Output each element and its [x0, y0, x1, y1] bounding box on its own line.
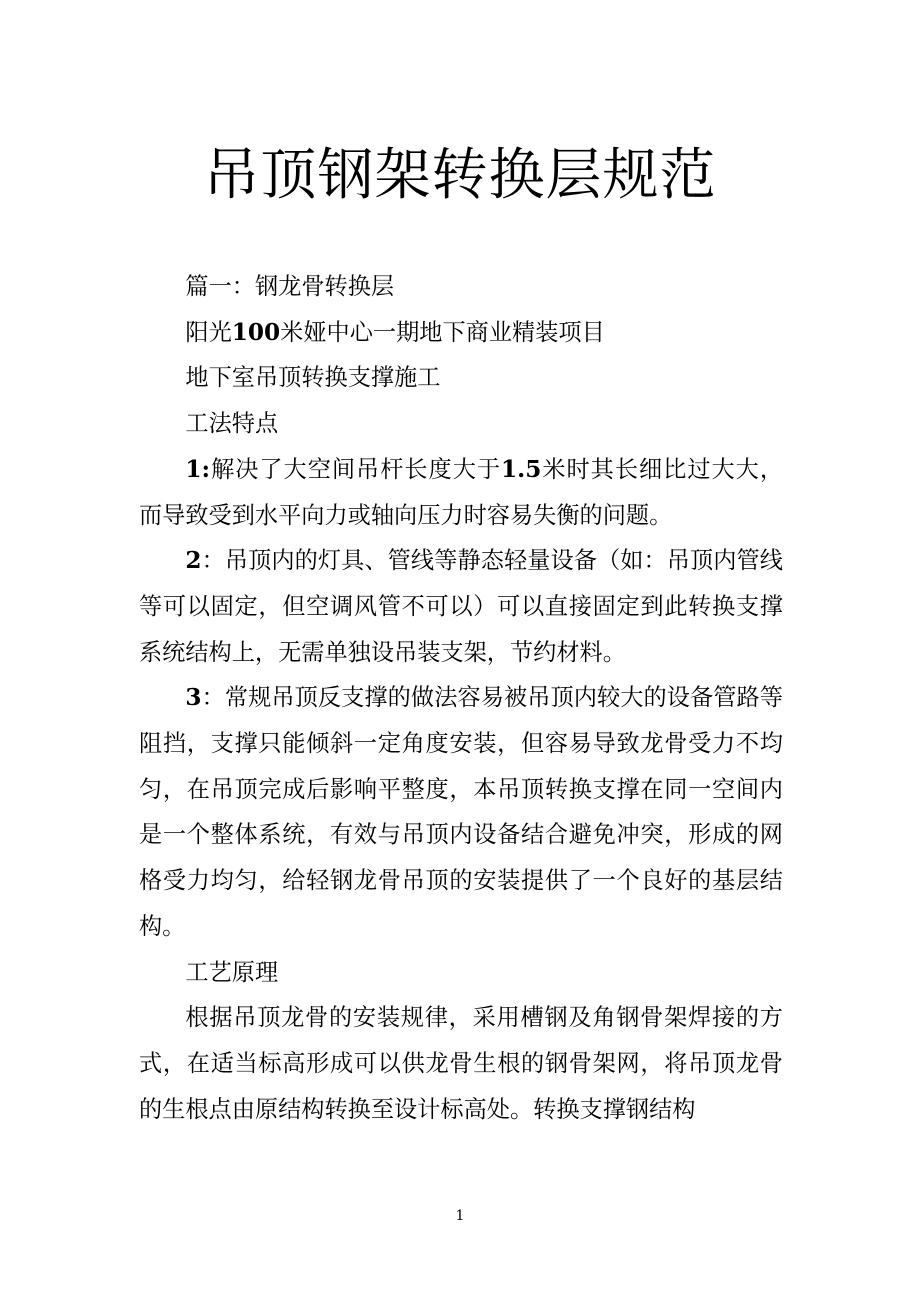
project-name-part-2: 米娅中心一期地下商业精装项目	[280, 318, 605, 346]
feature-item-1-text-b: 米时其长细比过大大，而导致受到水平向力或轴向压力时容易失衡的问题。	[139, 455, 784, 529]
subheading-principle: 工艺原理	[185, 958, 279, 986]
document-title: 吊顶钢架转换层规范	[203, 143, 717, 208]
feature-item-1-text-a: 解决了大空间吊杆长度大于	[210, 455, 502, 483]
feature-item-2	[139, 538, 783, 675]
document-body	[139, 264, 783, 1132]
feature-item-1-number: 1:	[185, 455, 211, 483]
feature-item-3	[139, 675, 783, 949]
feature-item-3-text: ：常规吊顶反支撑的做法容易被吊顶内较大的设备管路等阻挡，支撑只能倾斜一定角度安装，但容易导致龙骨受力不均匀，在吊顶完成后影响平整度，本吊顶转换支撑在同一空间内是一个整体系统，有效与吊顶内设备结合避免冲突，形成的网格受力均匀，给轻钢龙骨吊顶的安装提供了一个良好的基层结构。	[139, 684, 783, 940]
subheading-features: 工法特点	[185, 410, 279, 438]
page-number: 1	[455, 1208, 465, 1224]
feature-item-2-text: ：吊顶内的灯具、管线等静态轻量设备（如：吊顶内管线等可以固定，但空调风管不可以）可以直接固定到此转换支撑系统结构上，无需单独设吊装支架，节约材料。	[139, 547, 783, 666]
feature-item-3-number: 3	[185, 684, 202, 712]
subject-line: 地下室吊顶转换支撑施工	[185, 364, 441, 392]
section-heading: 篇一：钢龙骨转换层	[185, 273, 395, 300]
feature-item-1-value: 1.5	[501, 455, 542, 483]
project-name-part-1: 阳光	[185, 318, 232, 346]
project-name-number: 100	[231, 318, 281, 346]
project-name	[139, 310, 783, 356]
feature-item-2-number: 2	[185, 547, 202, 575]
feature-item-1	[139, 447, 783, 538]
principle-paragraph: 根据吊顶龙骨的安装规律，采用槽钢及角钢骨架焊接的方式，在适当标高形成可以供龙骨生根的钢骨架网，将吊顶龙骨的生根点由原结构转换至设计标高处。转换支撑钢结构	[139, 1004, 783, 1123]
